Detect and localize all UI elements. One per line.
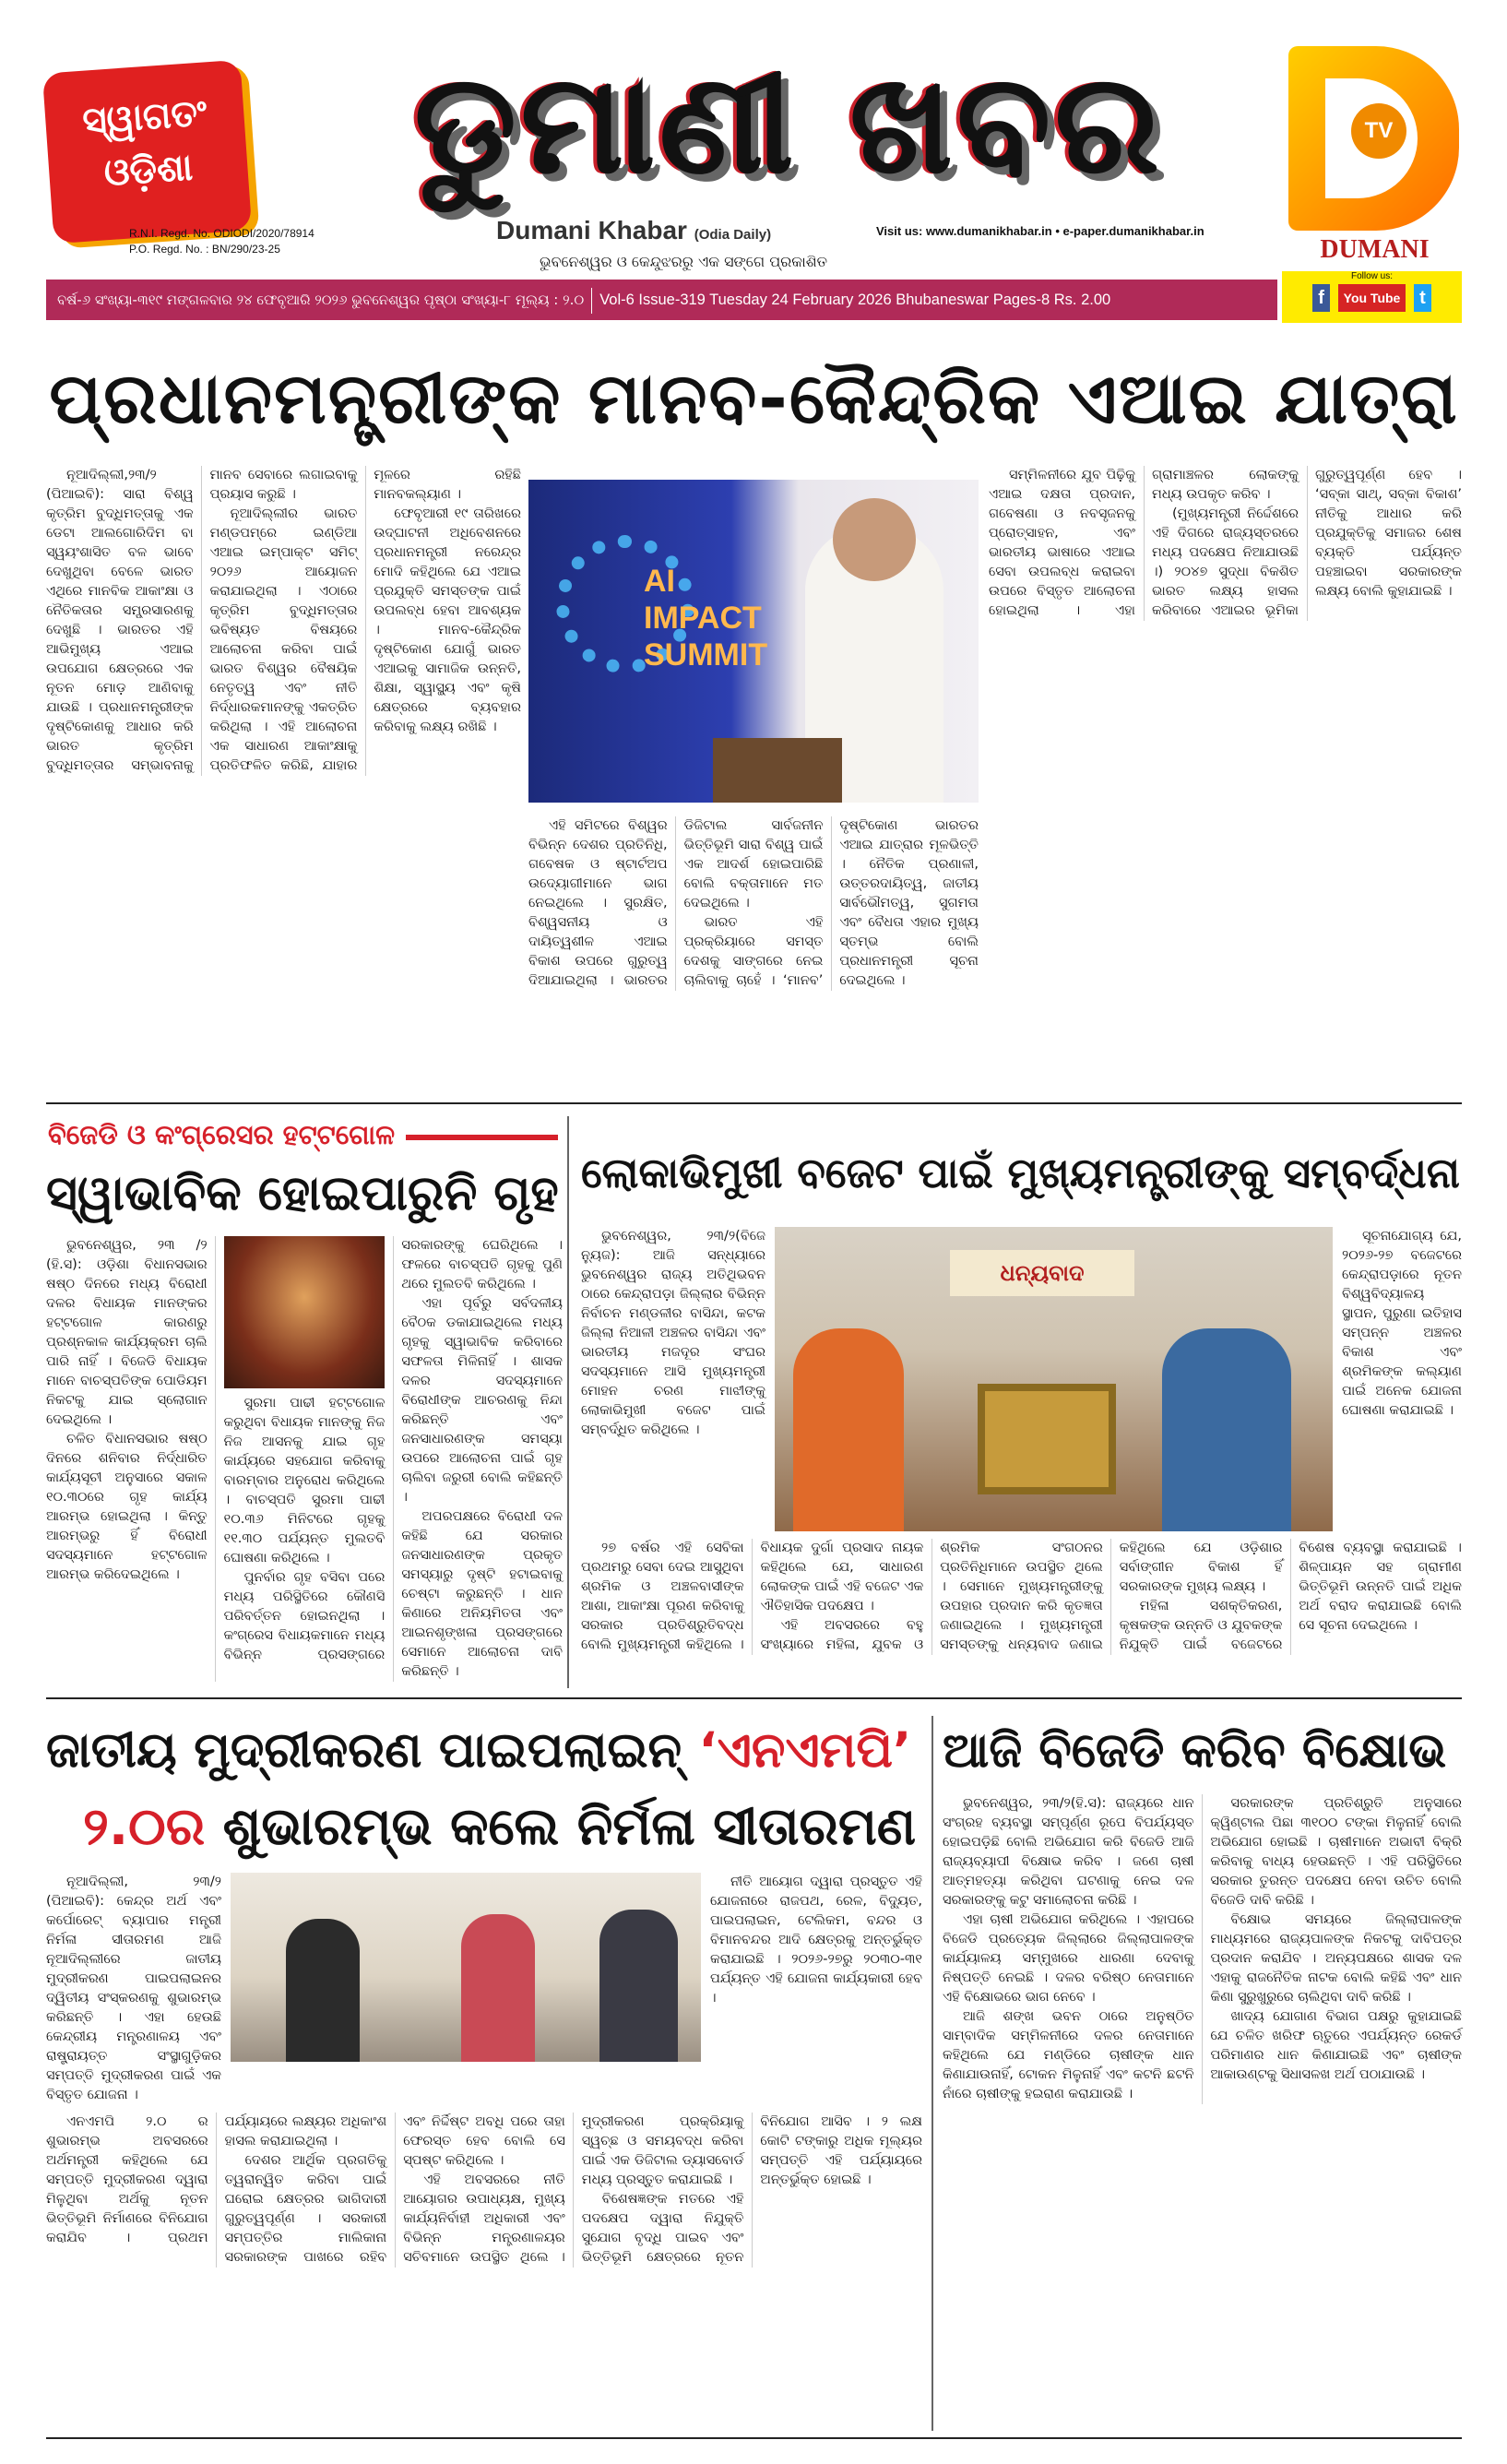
issue-info-english: Vol-6 Issue-319 Tuesday 24 February 2026 Bhubaneswar Pages-8 Rs. 2.00 (599, 292, 1111, 308)
facebook-icon[interactable]: f (1312, 284, 1330, 312)
nmp-launch-photo (231, 1873, 701, 2062)
issue-info-odia: ବର୍ଷ-୬ ସଂଖ୍ୟା-୩୧୯ ମଙ୍ଗଳବାର ୨୪ ଫେବୃଆରି ୨୦୨୬ ଭୁବନେଶ୍ୱର ପୃଷ୍ଠା ସଂଖ୍ୟା-୮ ମୂଲ୍ୟ : ୨.୦ (57, 292, 585, 308)
budget-article-body-right (1342, 1227, 1462, 1421)
article-paragraph: ଅପରପକ୍ଷରେ ବିରୋଧୀ ଦଳ କହିଛି ଯେ ସରକାର ଜନସାଧାରଣଙ୍କ ପ୍ରକୃତ ସମସ୍ୟାରୁ ଦୃଷ୍ଟି ହଟାଇବାକୁ ଚେଷ୍ଟା କରୁଛନ୍ତି । ଧାନ କିଣାରେ ଅନିୟମିତତା ଏବଂ ଆଇନଶୃଙ୍ଖଳା ପ୍ରସଙ୍ଗରେ ସେମାନେ ଆଲୋଚନା ଦାବି କରିଛନ୍ତି । (401, 1509, 563, 1679)
assembly-photo (224, 1236, 386, 1388)
section-divider (46, 1102, 1462, 1104)
article-paragraph: ପୁନର୍ବାର ଗୃହ ବସିବା ପରେ ମଧ୍ୟ ପରିସ୍ଥିତିରେ କୌଣସି ପରିବର୍ତ୍ତନ ହୋଇନଥିଲା । କଂଗ୍ରେସ ବିଧାୟକମାନେ ମଧ୍ୟ ବିଭିନ୍ନ ପ୍ରସଙ୍ଗରେ ସରକାରଙ୍କୁ ଘେରିଥିଲେ । ଫଳରେ ବାଚସ୍ପତି ଗୃହକୁ ପୁଣି ଥରେ ମୁଲତବି କରିଥିଲେ । (223, 1238, 563, 1662)
article-paragraph: ସରକାରଙ୍କ ପ୍ରତିଶ୍ରୁତି ଅନୁସାରେ କ୍ୱିଣ୍ଟାଲ ପିଛା ୩୧୦୦ ଟଙ୍କା ମିଳୁନାହିଁ ବୋଲି ଅଭିଯୋଗ ହୋଇଛି । ଚାଷୀମାନେ ଅଭାବୀ ବିକ୍ରି କରିବାକୁ ବାଧ୍ୟ ହେଉଛନ୍ତି । ଏହି ପରିସ୍ଥିତିରେ ସରକାର ତୁରନ୍ତ ପଦକ୍ଷେପ ନେବା ଉଚିତ ବୋଲି ବିଜେଡି ଦାବି କରିଛି । (1210, 1796, 1462, 1908)
assembly-article-body (46, 1236, 563, 1682)
article-paragraph: ନୂଆଦିଲ୍ଲୀର ଭାରତ ମଣ୍ଡପମ୍‌ରେ ଇଣ୍ଡିଆ ଏଆଇ ଇମ୍ପାକ୍ଟ ସମିଟ୍ ୨୦୨୬ ଆୟୋଜନ କରାଯାଇଥିଲା । ଏଠାରେ କୃତ୍ରିମ ବୁଦ୍ଧିମତ୍ତାର ଭବିଷ୍ୟତ ବିଷୟରେ ଆଲୋଚନା କରିବା ପାଇଁ ଭାରତ ବିଶ୍ୱର ବୈଷୟିକ ନେତୃତ୍ୱ ଏବଂ ନୀତି ନିର୍ଦ୍ଧାରକମାନଙ୍କୁ ଏକତ୍ରିତ କରିଥିଲା । ଏହି ଆଲୋଚନା ଏକ ସାଧାରଣ ଆକାଂକ୍ଷାକୁ ପ୍ରତିଫଳିତ କରିଛି, ଯାହାର ମୂଳରେ ରହିଛି ମାନବକଲ୍ୟାଣ । (209, 468, 521, 773)
article-paragraph: ଭୁବନେଶ୍ୱର, ୨୩/୨(ବିଜେ ନ୍ୟୁଜ): ଆଜି ସନ୍ଧ୍ୟାରେ ଭୁବନେଶ୍ୱର ରାଜ୍ୟ ଅତିଥିଭବନ ଠାରେ କେନ୍ଦ୍ରାପଡ଼ା ଜିଲ୍ଲାର ବିଭିନ୍ନ ନିର୍ବାଚନ ମଣ୍ଡଳୀର ବାସିନ୍ଦା, କଟକ ଜିଲ୍ଲା ନିଆଳୀ ଅଞ୍ଚଳର ବାସିନ୍ଦା ଏବଂ ଭାରତୀୟ ମଜଦୂର ସଂଘର ସଦସ୍ୟମାନେ ଆସି ମୁଖ୍ୟମନ୍ତ୍ରୀ ମୋହନ ଚରଣ ମାଝୀଙ୍କୁ ଲୋକାଭିମୁଖୀ ବଜେଟ ପାଇଁ ସମ୍ବର୍ଦ୍ଧିତ କରିଥିଲେ । (581, 1229, 765, 1437)
minister-figure (461, 1914, 535, 2062)
divider (591, 288, 592, 314)
protest-article-body (943, 1794, 1462, 2104)
lead-article-body-left (46, 466, 521, 776)
tagline: ଭୁବନେଶ୍ୱର ଓ କେନ୍ଦୁଝରରୁ ଏକ ସଙ୍ଗେ ପ୍ରକାଶିତ (540, 253, 828, 270)
budget-article (581, 1227, 1462, 1655)
budget-photo-row (581, 1227, 1462, 1531)
podium (713, 738, 842, 803)
protest-headline: ଆଜି ବିଜେଡି କରିବ ବିକ୍ଷୋଭ (943, 1723, 1447, 1779)
article-paragraph: ଏହା ପୂର୍ବରୁ ସର୍ବଦଳୀୟ ବୈଠକ ଡକାଯାଇଥିଲେ ମଧ୍ୟ ଗୃହକୁ ସ୍ୱାଭାବିକ କରିବାରେ ସଫଳତା ମିଳିନାହିଁ । ଶାସକ ଦଳର ସଦସ୍ୟମାନେ ବିରୋଧୀଙ୍କ ଆଚରଣକୁ ନିନ୍ଦା କରିଛନ୍ତି ଏବଂ ଜନସାଧାରଣଙ୍କ ସମସ୍ୟା ଉପରେ ଆଲୋଚନା ପାଇଁ ଗୃହ ଚାଲିବା ଜରୁରୀ ବୋଲି କହିଛନ୍ତି । (401, 1296, 563, 1505)
column-divider (567, 1116, 569, 1688)
article-paragraph: ଦେଶର ଆର୍ଥିକ ପ୍ରଗତିକୁ ତ୍ୱରାନ୍ୱିତ କରିବା ପାଇଁ ଘରୋଇ କ୍ଷେତ୍ରର ଭାଗିଦାରୀ ଗୁରୁତ୍ୱପୂର୍ଣ୍ଣ । ସରକାରୀ ସମ୍ପତ୍ତିର ମାଲିକାନା ସରକାରଙ୍କ ପାଖରେ ରହିବ ଏବଂ ନିର୍ଦ୍ଦିଷ୍ଟ ଅବଧି ପରେ ତାହା ଫେରସ୍ତ ହେବ ବୋଲି ସେ ସ୍ପଷ୍ଟ କରିଥିଲେ । (224, 2114, 565, 2265)
article-paragraph: ଏହି ସମିଟରେ ବିଶ୍ୱର ବିଭିନ୍ନ ଦେଶର ପ୍ରତିନିଧି, ଗବେଷକ ଓ ଷ୍ଟାର୍ଟଅପ ଉଦ୍ୟୋଗୀମାନେ ଭାଗ ନେଇଥିଲେ । ସୁରକ୍ଷିତ, ବିଶ୍ୱସନୀୟ ଓ ଦାୟିତ୍ୱଶୀଳ ଏଆଇ ବିକାଶ ଉପରେ ଗୁରୁତ୍ୱ ଦିଆଯାଇଥିଲା । ଭାରତର ଡିଜିଟାଲ ସାର୍ବଜନୀନ ଭିତ୍ତିଭୂମି ସାରା ବିଶ୍ୱ ପାଇଁ ଏକ ଆଦର୍ଶ ହୋଇପାରିଛି ବୋଲି ବକ୍ତାମାନେ ମତ ଦେଇଥିଲେ । (528, 818, 824, 988)
article-paragraph: ସୂଚନାଯୋଗ୍ୟ ଯେ, ୨୦୨୬-୨୭ ବଜେଟରେ କେନ୍ଦ୍ରାପଡ଼ାରେ ନୂତନ ବିଶ୍ୱବିଦ୍ୟାଳୟ ସ୍ଥାପନ, ପୁରୁଣା ଇତିହାସ ସମ୍ପନ୍ନ ଅଞ୍ଚଳର ବିକାଶ ଏବଂ ଶ୍ରମିକଙ୍କ କଲ୍ୟାଣ ପାଇଁ ଅନେକ ଯୋଜନା ଘୋଷଣା କରାଯାଇଛି । (1342, 1229, 1462, 1418)
article-paragraph: ୨୭ ବର୍ଷର ଏହି ସେବିକା ପ୍ରଥମରୁ ସେବା ଦେଇ ଆସୁଥିବା ଶ୍ରମିକ ଓ ଅଞ୍ଚଳବାସୀଙ୍କ ଆଶା, ଆକାଂକ୍ଷା ପୂରଣ କରିବାକୁ ସରକାର ପ୍ରତିଶ୍ରୁତିବଦ୍ଧ ବୋଲି ମୁଖ୍ୟମନ୍ତ୍ରୀ କହିଥିଲେ । ବିଧାୟକ ଦୁର୍ଗା ପ୍ରସାଦ ନାୟକ କହିଥିଲେ ଯେ, ସାଧାରଣ ଲୋକଙ୍କ ପାଇଁ ଏହି ବଜେଟ ଏକ ଐତିହାସିକ ପଦକ୍ଷେପ । (581, 1541, 924, 1652)
article-paragraph: ଖାଦ୍ୟ ଯୋଗାଣ ବିଭାଗ ପକ୍ଷରୁ କୁହାଯାଇଛି ଯେ ଚଳିତ ଖରିଫ ଋତୁରେ ଏପର୍ଯ୍ୟନ୍ତ ରେକର୍ଡ ପରିମାଣର ଧାନ କିଣାଯାଇଛି ଏବଂ ଚାଷୀଙ୍କ ଆକାଉଣ୍ଟକୁ ସିଧାସଳଖ ଅର୍ଥ ପଠାଯାଉଛି । (1210, 2009, 1462, 2082)
summit-banner-text: AI IMPACT SUMMIT (644, 564, 768, 673)
rni-number: R.N.I. Regd. No. ODIODI/2020/78914 (129, 227, 314, 240)
article-paragraph: ଭୁବନେଶ୍ୱର, ୨୩/୨(ହି.ସ): ରାଜ୍ୟରେ ଧାନ ସଂଗ୍ରହ ବ୍ୟବସ୍ଥା ସମ୍ପୂର୍ଣ୍ଣ ରୂପେ ବିପର୍ଯ୍ୟସ୍ତ ହୋଇପଡ଼ିଛି ବୋଲି ଅଭିଯୋଗ କରି ବିଜେଡି ଆଜି ରାଜ୍ୟବ୍ୟାପୀ ବିକ୍ଷୋଭ କରିବ । ଜଣେ ଚାଷୀ ଆତ୍ମହତ୍ୟା କରିଥିବା ଘଟଣାକୁ ନେଇ ଦଳ ସରକାରଙ୍କୁ କଟୁ ସମାଲୋଚନା କରିଛି । (943, 1796, 1194, 1908)
article-paragraph: ସୁରମା ପାଢୀ ହଟ୍ଟଗୋଳ କରୁଥିବା ବିଧାୟକ ମାନଙ୍କୁ ନିଜ ନିଜ ଆସନକୁ ଯାଇ ଗୃହ କାର୍ଯ୍ୟରେ ସହଯୋଗ କରିବାକୁ ବାରମ୍ବାର ଅନୁରୋଧ କରିଥିଲେ । ବାଚସ୍ପତି ସୁରମା ପାଢୀ ୧୦.୩୬ ମିନିଟରେ ଗୃହକୁ ୧୧.୩୦ ପର୍ଯ୍ୟନ୍ତ ମୁଲତବି ଘୋଷଣା କରିଥିଲେ । (223, 1396, 386, 1565)
person-figure (286, 1919, 360, 2062)
article-paragraph: ଭୁବନେଶ୍ୱର, ୨୩ /୨ (ହି.ସ): ଓଡ଼ିଶା ବିଧାନସଭାର ଷଷ୍ଠ ଦିନରେ ମଧ୍ୟ ବିରୋଧୀ ଦଳର ବିଧାୟକ ମାନଙ୍କର ହଟ୍ଟଗୋଳ କାରଣରୁ ପ୍ରଶ୍ନକାଳ କାର୍ଯ୍ୟକ୍ରମ ଚାଲି ପାରି ନାହିଁ । ବିଜେଡି ବିଧାୟକ ମାନେ ବାଚସ୍ପତିଙ୍କ ପୋଡିୟମ ନିକଟକୁ ଯାଇ ସ୍ଲୋଗାନ ଦେଇଥିଲେ । (46, 1238, 208, 1427)
article-paragraph: ବିକ୍ଷୋଭ ସମୟରେ ଜିଲ୍ଲାପାଳଙ୍କ ମାଧ୍ୟମରେ ରାଜ୍ୟପାଳଙ୍କ ନିକଟକୁ ଦାବିପତ୍ର ପ୍ରଦାନ କରାଯିବ । ଅନ୍ୟପକ୍ଷରେ ଶାସକ ଦଳ ଏହାକୁ ରାଜନୈତିକ ନାଟକ ବୋଲି କହିଛି ଏବଂ ଧାନ କିଣା ସୁରୁଖୁରୁରେ ଚାଲିଥିବା ଦାବି କରିଛି । (1210, 1912, 1462, 2005)
nmp-article-body-bottom (46, 2113, 922, 2268)
nmp-headline-text2: ଶୁଭାରମ୍ଭ କଲେ ନିର୍ମଳା ସୀତାରମଣ (222, 1797, 917, 1857)
budget-article-body-bottom (581, 1539, 1462, 1655)
lead-article-body-right (989, 466, 1462, 621)
article-paragraph: ନୀତି ଆୟୋଗ ଦ୍ୱାରା ପ୍ରସ୍ତୁତ ଏହି ଯୋଜନାରେ ରାଜପଥ, ରେଳ, ବିଦ୍ୟୁତ, ପାଇପଲାଇନ, ଟେଲିକମ, ବନ୍ଦର ଓ ବିମାନବନ୍ଦର ଆଦି କ୍ଷେତ୍ରକୁ ଅନ୍ତର୍ଭୁକ୍ତ କରାଯାଇଛି । ୨୦୨୬-୨୭ରୁ ୨୦୩୦-୩୧ ପର୍ଯ୍ୟନ୍ତ ଏହି ଯୋଜନା କାର୍ଯ୍ୟକାରୀ ହେବ । (710, 1875, 922, 2006)
article-paragraph: ନୂଆଦିଲ୍ଲୀ, ୨୩/୨ (ପିଆଇବି): କେନ୍ଦ୍ର ଅର୍ଥ ଏବଂ କର୍ପୋରେଟ୍ ବ୍ୟାପାର ମନ୍ତ୍ରୀ ନିର୍ମଳା ସୀତାରମଣ ଆଜି ନୂଆଦିଲ୍ଲୀରେ ଜାତୀୟ ମୁଦ୍ରୀକରଣ ପାଇପଲାଇନର ଦ୍ୱିତୀୟ ସଂସ୍କରଣକୁ ଶୁଭାରମ୍ଭ କରିଛନ୍ତି । ଏହା ହେଉଛି କେନ୍ଦ୍ରୀୟ ମନ୍ତ୍ରଣାଳୟ ଏବଂ ରାଷ୍ଟ୍ରାୟତ୍ତ ସଂସ୍ଥାଗୁଡ଼ିକର ସମ୍ପତ୍ତି ମୁଦ୍ରୀକରଣ ପାଇଁ ଏକ ବିସ୍ତୃତ ଯୋଜନା । (46, 1875, 221, 2102)
kicker-rule (406, 1135, 558, 1140)
nmp-headline-line2 (83, 1794, 922, 1861)
lead-headline: ପ୍ରଧାନମନ୍ତ୍ରୀଙ୍କ ମାନବ-କୈନ୍ଦ୍ରିକ ଏଆଇ ଯାତ୍ରା (49, 357, 1459, 439)
budget-article-body-left (581, 1227, 765, 1440)
nmp-article-body-right (710, 1873, 922, 2008)
article-paragraph: ଏହି ଅବସରରେ ବହୁ ସଂଖ୍ୟାରେ ମହିଳା, ଯୁବକ ଓ ଶ୍ରମିକ ସଂଗଠନର ପ୍ରତିନିଧିମାନେ ଉପସ୍ଥିତ ଥିଲେ । ସେମାନେ ମୁଖ୍ୟମନ୍ତ୍ରୀଙ୍କୁ ଉପହାର ପ୍ରଦାନ କରି କୃତଜ୍ଞତା ଜଣାଇଥିଲେ । ମୁଖ୍ୟମନ୍ତ୍ରୀ ସମସ୍ତଙ୍କୁ ଧନ୍ୟବାଦ ଜଣାଇ କହିଥିଲେ ଯେ ଓଡ଼ିଶାର ସର୍ବାଙ୍ଗୀନ ବିକାଶ ହିଁ ସରକାରଙ୍କ ମୁଖ୍ୟ ଲକ୍ଷ୍ୟ । (760, 1541, 1283, 1652)
nmp-article (46, 1873, 922, 2268)
newspaper-logo: ଡୁମାଣୀ ଖବର (413, 44, 1164, 205)
article-paragraph: ଫେବୃଆରୀ ୧୯ ତାରିଖରେ ଉଦ୍‌ଘାଟନୀ ଅଧିବେଶନରେ ପ୍ରଧାନମନ୍ତ୍ରୀ ନରେନ୍ଦ୍ର ମୋଦି କହିଥିଲେ ଯେ ଏଆଇ ପ୍ରଯୁକ୍ତି ସମସ୍ତଙ୍କ ପାଇଁ ଉପଲବ୍ଧ ହେବା ଆବଶ୍ୟକ । ମାନବ-କୈନ୍ଦ୍ରିକ ଦୃଷ୍ଟିକୋଣ ଯୋଗୁଁ ଭାରତ ଏଆଇକୁ ସାମାଜିକ ଉନ୍ନତି, ଶିକ୍ଷା, ସ୍ୱାସ୍ଥ୍ୟ ଏବଂ କୃଷି କ୍ଷେତ୍ରରେ ବ୍ୟବହାର କରିବାକୁ ଲକ୍ଷ୍ୟ ରଖିଛି । (374, 506, 521, 734)
article-paragraph: ଏହା ଚାଷୀ ଅଭିଯୋଗ କରିଥିଲେ । ଏହାପରେ ବିଜେଡି ପ୍ରତ୍ୟେକ ଜିଲ୍ଲାରେ ଜିଲ୍ଲାପାଳଙ୍କ କାର୍ଯ୍ୟାଳୟ ସମ୍ମୁଖରେ ଧାରଣା ଦେବାକୁ ନିଷ୍ପତ୍ତି ନେଇଛି । ଦଳର ବରିଷ୍ଠ ନେତାମାନେ ଏହି ବିକ୍ଷୋଭରେ ଭାଗ ନେବେ । (943, 1912, 1194, 2005)
youtube-icon[interactable]: You Tube (1338, 284, 1406, 312)
dumani-tv-logo (1288, 46, 1459, 231)
assembly-kicker: ବିଜେଡି ଓ କଂଗ୍ରେସର ହଟ୍ଟଗୋଳ (48, 1119, 396, 1150)
lead-article-body-under-photo (528, 816, 979, 991)
english-title: Dumani Khabar (496, 216, 687, 244)
nmp-article-body-left (46, 1873, 221, 2105)
article-paragraph: ମହିଳା ସଶକ୍ତିକରଣ, କୃଷକଙ୍କ ଉନ୍ନତି ଓ ଯୁବକଙ୍କ ନିଯୁକ୍ତି ପାଇଁ ବଜେଟରେ ବିଶେଷ ବ୍ୟବସ୍ଥା କରାଯାଇଛି । ଶିଳ୍ପାୟନ ସହ ଗ୍ରାମୀଣ ଭିତ୍ତିଭୂମି ଉନ୍ନତି ପାଇଁ ଅଧିକ ଅର୍ଥ ବରାଦ କରାଯାଇଛି ବୋଲି ସେ ସୂଚନା ଦେଇଥିଲେ । (1119, 1541, 1462, 1652)
person-figure (1162, 1328, 1291, 1531)
issue-info-bar (46, 280, 1277, 320)
nmp-photo-row (46, 1873, 922, 2105)
website-links[interactable]: Visit us: www.dumanikhabar.in • e-paper.dumanikhabar.in (876, 224, 1204, 238)
person-figure (599, 1910, 678, 2062)
tv-icon: TV (1351, 103, 1406, 159)
nmp-version: ୨.୦ର (83, 1797, 206, 1857)
lead-photo-pm-ai-summit (528, 480, 979, 803)
person-figure (793, 1328, 904, 1531)
twitter-icon[interactable]: t (1414, 284, 1431, 312)
article-paragraph: ଚଳିତ ବିଧାନସଭାର ଷଷ୍ଠ ଦିନରେ ଶନିବାର ନିର୍ଦ୍ଧାରିତ କାର୍ଯ୍ୟସୂଚୀ ଅନୁସାରେ ସକାଳ ୧୦.୩୦ରେ ଗୃହ କାର୍ଯ୍ୟ ଆରମ୍ଭ ହୋଇଥିଲା । କିନ୍ତୁ ଆରମ୍ଭରୁ ହିଁ ବିରୋଧୀ ସଦସ୍ୟମାନେ ହଟ୍ଟଗୋଳ ଆରମ୍ଭ କରିଦେଇଥିଲେ । (46, 1432, 208, 1582)
english-subtitle: (Odia Daily) (694, 227, 772, 243)
article-paragraph: ଆଜି ଶଙ୍ଖ ଭବନ ଠାରେ ଅନୁଷ୍ଠିତ ସାମ୍ବାଦିକ ସମ୍ମିଳନୀରେ ଦଳର ନେତାମାନେ କହିଥିଲେ ଯେ ମଣ୍ଡିରେ ଚାଷୀଙ୍କ ଧାନ କିଣାଯାଉନାହିଁ, ଟୋକନ ମିଳୁନାହିଁ ଏବଂ କଟନି ଛଟନି ନାଁରେ ଚାଷୀଙ୍କୁ ହଇରାଣ କରାଯାଉଛି । (943, 2009, 1194, 2101)
article-paragraph: ଏହି ଅବସରରେ ନୀତି ଆୟୋଗର ଉପାଧ୍ୟକ୍ଷ, ମୁଖ୍ୟ କାର୍ଯ୍ୟନିର୍ବାହୀ ଅଧିକାରୀ ଏବଂ ବିଭିନ୍ନ ମନ୍ତ୍ରଣାଳୟର ସଚିବମାନେ ଉପସ୍ଥିତ ଥିଲେ । ମୁଦ୍ରୀକରଣ ପ୍ରକ୍ରିୟାକୁ ସ୍ୱଚ୍ଛ ଓ ସମୟବଦ୍ଧ କରିବା ପାଇଁ ଏକ ଡିଜିଟାଲ ଡ୍ୟାସବୋର୍ଡ ମଧ୍ୟ ପ୍ରସ୍ତୁତ କରାଯାଇଛି । (403, 2114, 744, 2265)
tv-brand: DUMANI (1320, 235, 1430, 264)
social-links (1282, 271, 1462, 323)
article-paragraph: ଭାରତ ଏହି ପ୍ରକ୍ରିୟାରେ ସମସ୍ତ ଦେଶକୁ ସାଙ୍ଗରେ ନେଇ ଚାଲିବାକୁ ଚାହେଁ । ‘ମାନବ’ ଦୃଷ୍ଟିକୋଣ ଭାରତର ଏଆଇ ଯାତ୍ରାର ମୂଳଭିତ୍ତି । ନୈତିକ ପ୍ରଣାଳୀ, ଉତ୍ତରଦାୟିତ୍ୱ, ଜାତୀୟ ସାର୍ବଭୌମତ୍ୱ, ସୁଗମତା ଏବଂ ବୈଧତା ଏହାର ମୁଖ୍ୟ ସ୍ତମ୍ଭ ବୋଲି ପ୍ରଧାନମନ୍ତ୍ରୀ ସୂଚନା ଦେଇଥିଲେ । (683, 818, 979, 988)
welcome-odisha-badge: ସ୍ୱାଗତଂ ଓଡ଼ିଶା (42, 60, 252, 244)
thank-you-banner: ଧନ୍ୟବାଦ (950, 1250, 1134, 1296)
budget-headline: ଲୋକାଭିମୁଖୀ ବଜେଟ ପାଇଁ ମୁଖ୍ୟମନ୍ତ୍ରୀଙ୍କୁ ସମ୍ବର୍ଦ୍ଧନା (581, 1149, 1460, 1197)
po-number: P.O. Regd. No. : BN/290/23-25 (129, 243, 280, 256)
article-paragraph: ଏନଏମପି ୨.୦ ର ଶୁଭାରମ୍ଭ ଅବସରରେ ଅର୍ଥମନ୍ତ୍ରୀ କହିଥିଲେ ଯେ ସମ୍ପତ୍ତି ମୁଦ୍ରୀକରଣ ଦ୍ୱାରା ମିଳୁଥିବା ଅର୍ଥକୁ ନୂତନ ଭିତ୍ତିଭୂମି ନିର୍ମାଣରେ ବିନିଯୋଗ କରାଯିବ । ପ୍ରଥମ ପର୍ଯ୍ୟାୟରେ ଲକ୍ଷ୍ୟର ଅଧିକାଂଶ ହାସଲ କରାଯାଇଥିଲା । (46, 2114, 387, 2245)
section-divider (46, 1697, 1462, 1699)
page-bottom-rule (46, 2437, 1462, 2439)
nmp-headline-line1 (46, 1718, 922, 1784)
follow-label: Follow us: (1350, 271, 1393, 281)
article-paragraph: ନୂଆଦିଲ୍ଲୀ,୨୩/୨ (ପିଆଇବି): ସାରା ବିଶ୍ୱ କୃତ୍ରିମ ବୁଦ୍ଧିମତ୍ତାକୁ ଏକ ଡେଟା ଆଲଗୋରିଦିମ ବା ସ୍ୱୟଂଶାସିତ ବଳ ଭାବେ ଦେଖୁଥିବା ବେଳେ ଭାରତ ଏଥିରେ ମାନବିକ ଆକାଂକ୍ଷା ଓ ନୈତିକତାର ସମ୍ପ୍ରସାରଣକୁ ଦେଖୁଛି । ଭାରତର ଏହି ଆଭିମୁଖ୍ୟ ଏଆଇ ଉପଯୋଗ କ୍ଷେତ୍ରରେ ଏକ ନୂତନ ମୋଡ଼ ଆଣିବାକୁ ଯାଉଛି । ପ୍ରଧାନମନ୍ତ୍ରୀଙ୍କ ଦୃଷ୍ଟିକୋଣକୁ ଆଧାର କରି ଭାରତ କୃତ୍ରିମ ବୁଦ୍ଧିମତ୍ତାର ସମ୍ଭାବନାକୁ ମାନବ ସେବାରେ ଲଗାଇବାକୁ ପ୍ରୟାସ କରୁଛି । (46, 468, 358, 773)
nmp-headline-highlight: ‘ଏନଏମପି’ (698, 1722, 912, 1779)
speaker-head (833, 498, 916, 581)
column-divider (931, 1716, 933, 2431)
assembly-headline: ସ୍ୱାଭାବିକ ହୋଇପାରୁନି ଗୃହ (46, 1166, 559, 1221)
budget-felicitation-photo (775, 1227, 1333, 1531)
registration-info (129, 226, 480, 257)
english-name (496, 214, 865, 252)
article-paragraph: ସମ୍ମିଳନୀରେ ଯୁବ ପିଢ଼ିକୁ ଏଆଇ ଦକ୍ଷତା ପ୍ରଦାନ, ଗବେଷଣା ଓ ନବସୃଜନକୁ ପ୍ରୋତ୍ସାହନ, ଏବଂ ଭାରତୀୟ ଭାଷାରେ ଏଆଇ ସେବା ଉପଲବ୍ଧ କରାଇବା ଉପରେ ବିସ୍ତୃତ ଆଲୋଚନା ହୋଇଥିଲା । ଏହା ଗ୍ରାମାଞ୍ଚଳର ଲୋକଙ୍କୁ ମଧ୍ୟ ଉପକୃତ କରିବ । (989, 468, 1299, 618)
article-paragraph: ବିଶେଷଜ୍ଞଙ୍କ ମତରେ ଏହି ପଦକ୍ଷେପ ଦ୍ୱାରା ନିଯୁକ୍ତି ସୁଯୋଗ ବୃଦ୍ଧି ପାଇବ ଏବଂ ଭିତ୍ତିଭୂମି କ୍ଷେତ୍ରରେ ନୂତନ ବିନିଯୋଗ ଆସିବ । ୨ ଲକ୍ଷ କୋଟି ଟଙ୍କାରୁ ଅଧିକ ମୂଲ୍ୟର ସମ୍ପତ୍ତି ଏହି ପର୍ଯ୍ୟାୟରେ ଅନ୍ତର୍ଭୁକ୍ତ ହୋଇଛି । (581, 2114, 922, 2265)
article-paragraph: (ମୁଖ୍ୟମନ୍ତ୍ରୀ ନିର୍ଦ୍ଦେଶରେ ଏହି ଦିଗରେ ରାଜ୍ୟସ୍ତରରେ ମଧ୍ୟ ପଦକ୍ଷେପ ନିଆଯାଉଛି ।) ୨୦୪୭ ସୁଦ୍ଧା ବିକଶିତ ଭାରତ ଲକ୍ଷ୍ୟ ହାସଲ କରିବାରେ ଏଆଇର ଭୂମିକା ଗୁରୁତ୍ୱପୂର୍ଣ୍ଣ ହେବ । ‘ସବ୍‌କା ସାଥ୍, ସବ୍‌କା ବିକାଶ’ ନୀତିକୁ ଆଧାର କରି ପ୍ରଯୁକ୍ତିକୁ ସମାଜର ଶେଷ ବ୍ୟକ୍ତି ପର୍ଯ୍ୟନ୍ତ ପହଞ୍ଚାଇବା ସରକାରଙ୍କ ଲକ୍ଷ୍ୟ ବୋଲି କୁହାଯାଇଛି । (1152, 468, 1462, 618)
framed-gift (978, 1384, 1116, 1494)
nmp-headline-text: ଜାତୀୟ ମୁଦ୍ରୀକରଣ ପାଇପଲାଇନ୍ (46, 1722, 682, 1779)
